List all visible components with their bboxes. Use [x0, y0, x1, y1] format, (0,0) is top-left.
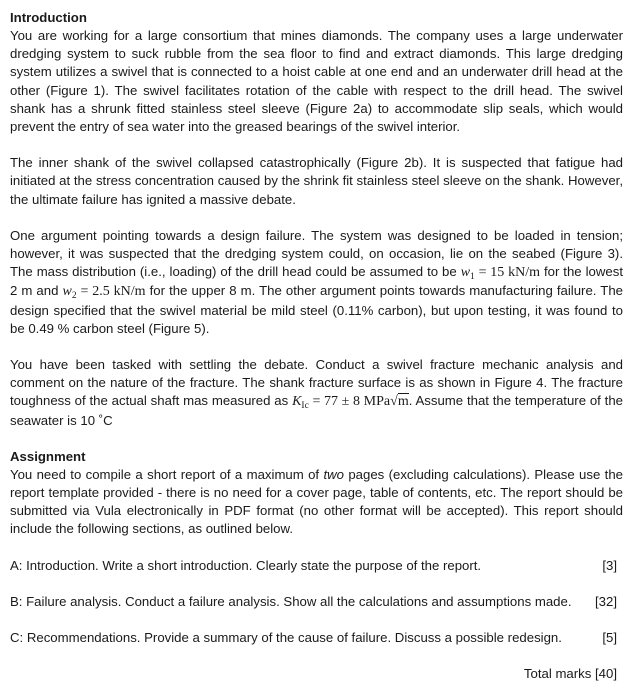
intro-paragraph-2: The inner shank of the swivel collapsed catastrophically (Figure 2b). It is suspected that fatigue had initiated at the stress concentration caused by the shrink fit stainless steel sleeve on the shank. However, the ultimate failure has ignited a massive debate. [10, 155, 623, 207]
fracture-toughness-formula: $K_{Ic} = 77 \pm 8$ MPa√m [292, 394, 409, 412]
section-item-text: A: Introduction. Write a short introduction. Clearly state the purpose of the report. [10, 557, 482, 573]
intro-paragraph-4: You have been tasked with settling the debate. Conduct a swivel fracture mechanic analysis and comment on the nature of the fracture. The shank fracture surface is as shown in Figure 4. The fracture toughness of the actual shaft mas measured as $K_{Ic} = 77 \pm 8$ MPa√m. Assume that the temperature of the seawater is 10 ˚C [10, 357, 624, 428]
w2-formula: $w_2 = 2.5$ kN/m [62, 284, 146, 302]
section-item-marks: [5] [602, 629, 617, 645]
intro-paragraph-1: You are working for a large consortium that mines diamonds. The company uses a large underwater dredging system to suck rubble from the sea floor to find and extract diamonds. This large dredging system utilizes a swivel that is connected to a hoist cable at one end and an underwater drill head at the other (Figure 1). The swivel facilitates rotation of the cable with respect to the drill head. The swivel shank has a shrunk fitted stainless steel sleeve (Figure 2a) to accommodate slip seals, which would prevent the entry of sea water into the greased bearings of the swivel interior. [10, 28, 623, 135]
section-item-text: C: Recommendations. Provide a summary of the cause of failure. Discuss a possible redesign. [10, 629, 562, 645]
introduction-heading: Introduction [10, 10, 87, 25]
section-item-b [10, 593, 623, 611]
section-item-c [10, 629, 623, 647]
assignment-paragraph: You need to compile a short report of a maximum of two pages (excluding calculations). Please use the report template provided - there is no need for a cover page, table of contents, etc. The report should be submitted via Vula electronically in PDF format (no other format will be accepted). This report should include the following sections, as outlined below. [10, 466, 623, 537]
section-item-marks: [32] [595, 593, 617, 609]
w1-formula: $w_1 = 15$ kN/m [460, 265, 540, 283]
section-item-text: B: Failure analysis. Conduct a failure analysis. Show all the calculations and assumptions made. [10, 593, 572, 609]
section-item-marks: [3] [602, 557, 617, 573]
intro-paragraph-3: One argument pointing towards a design failure. The system was designed to be loaded in tension; however, it was suspected that the dredging system could, on occasion, lie on the seabed (Figure 3). The mass distribution (i.e., loading) of the drill head could be assumed to be $w_1 = 15$ kN/m for the lowest 2 m and $w_2 = 2.5$ kN/m for the upper 8 m. The other argument points towards manufacturing failure. The design specified that the swivel material be mild steel (0.11% carbon), but upon testing, it was found to be 0.49 % carbon steel (Figure 5). [10, 227, 623, 336]
assignment-heading: Assignment [10, 448, 86, 464]
section-item-a [10, 557, 623, 575]
total-marks: Total marks [40] [523, 665, 617, 681]
